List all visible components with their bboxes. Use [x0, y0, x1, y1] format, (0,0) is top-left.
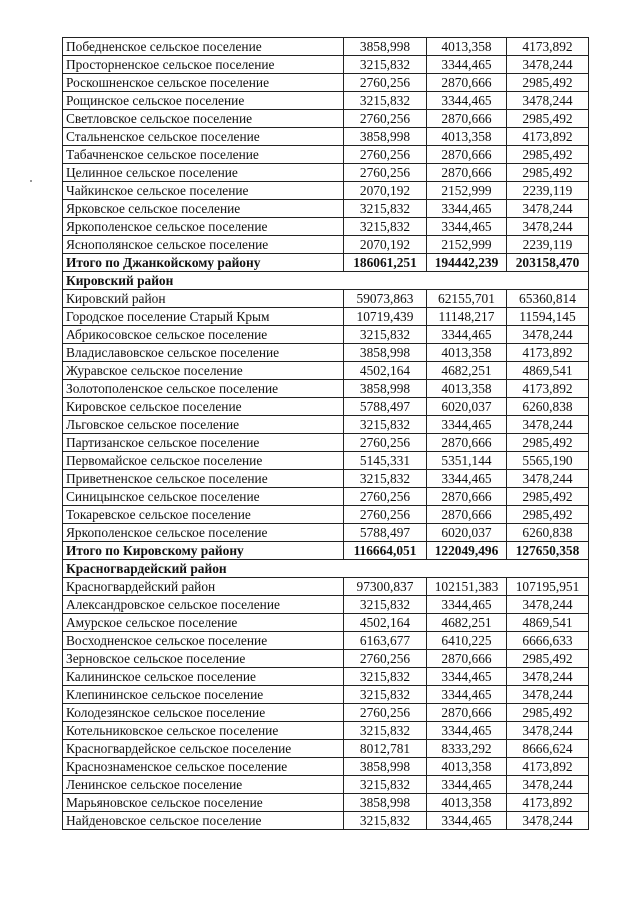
table-row — [63, 434, 589, 452]
settlement-name-cell: Колодезянское сельское поселение — [63, 704, 344, 722]
value-cell-3: 2985,492 — [507, 488, 589, 506]
value-cell-2: 2870,666 — [427, 650, 507, 668]
value-cell-2: 62155,701 — [427, 290, 507, 308]
value-cell-1: 3215,832 — [344, 200, 427, 218]
value-cell-3: 4869,541 — [507, 362, 589, 380]
table-row — [63, 290, 589, 308]
value-cell-2: 4013,358 — [427, 128, 507, 146]
value-cell-1: 5788,497 — [344, 524, 427, 542]
settlement-name-cell: Токаревское сельское поселение — [63, 506, 344, 524]
value-cell-1: 3215,832 — [344, 686, 427, 704]
value-cell-2: 5351,144 — [427, 452, 507, 470]
value-cell-1: 3858,998 — [344, 758, 427, 776]
settlement-name-cell: Восходненское сельское поселение — [63, 632, 344, 650]
value-cell-1: 97300,837 — [344, 578, 427, 596]
value-cell-3: 3478,244 — [507, 200, 589, 218]
value-cell-1: 2760,256 — [344, 704, 427, 722]
settlement-name-cell: Яркополенское сельское поселение — [63, 218, 344, 236]
settlement-name-cell: Партизанское сельское поселение — [63, 434, 344, 452]
value-cell-1: 3215,832 — [344, 416, 427, 434]
value-cell-3: 2239,119 — [507, 236, 589, 254]
section-title: Кировский район — [63, 272, 589, 290]
value-cell-2: 4013,358 — [427, 344, 507, 362]
value-cell-2: 8333,292 — [427, 740, 507, 758]
settlement-name-cell: Калининское сельское поселение — [63, 668, 344, 686]
value-cell-2: 3344,465 — [427, 722, 507, 740]
table-row — [63, 812, 589, 830]
table-row — [63, 92, 589, 110]
settlement-name-cell: Ленинское сельское поселение — [63, 776, 344, 794]
table-row — [63, 632, 589, 650]
value-cell-1: 8012,781 — [344, 740, 427, 758]
settlement-name-cell: Роскошненское сельское поселение — [63, 74, 344, 92]
table-row — [63, 650, 589, 668]
value-cell-2: 3344,465 — [427, 200, 507, 218]
value-cell-1: 2760,256 — [344, 506, 427, 524]
table-row — [63, 146, 589, 164]
settlement-name-cell: Целинное сельское поселение — [63, 164, 344, 182]
value-cell-3: 127650,358 — [507, 542, 589, 560]
value-cell-1: 3215,832 — [344, 56, 427, 74]
value-cell-2: 3344,465 — [427, 92, 507, 110]
table-row — [63, 740, 589, 758]
district-section-header — [63, 560, 589, 578]
settlement-name-cell: Александровское сельское поселение — [63, 596, 344, 614]
value-cell-3: 3478,244 — [507, 812, 589, 830]
value-cell-2: 6020,037 — [427, 398, 507, 416]
value-cell-1: 2760,256 — [344, 110, 427, 128]
value-cell-3: 3478,244 — [507, 92, 589, 110]
value-cell-1: 59073,863 — [344, 290, 427, 308]
value-cell-3: 4173,892 — [507, 380, 589, 398]
value-cell-3: 3478,244 — [507, 218, 589, 236]
value-cell-1: 10719,439 — [344, 308, 427, 326]
value-cell-2: 4013,358 — [427, 794, 507, 812]
value-cell-2: 2152,999 — [427, 236, 507, 254]
table-row — [63, 416, 589, 434]
value-cell-3: 4173,892 — [507, 794, 589, 812]
table-row — [63, 218, 589, 236]
table-row — [63, 596, 589, 614]
value-cell-2: 3344,465 — [427, 326, 507, 344]
table-row — [63, 722, 589, 740]
value-cell-3: 65360,814 — [507, 290, 589, 308]
table-row — [63, 326, 589, 344]
scan-speck — [30, 180, 32, 182]
table-row — [63, 344, 589, 362]
value-cell-2: 4013,358 — [427, 38, 507, 56]
value-cell-1: 3215,832 — [344, 596, 427, 614]
value-cell-1: 2760,256 — [344, 650, 427, 668]
value-cell-2: 122049,496 — [427, 542, 507, 560]
value-cell-1: 4502,164 — [344, 614, 427, 632]
value-cell-2: 2870,666 — [427, 110, 507, 128]
value-cell-1: 5145,331 — [344, 452, 427, 470]
district-total-row — [63, 254, 589, 272]
table-body — [63, 38, 589, 830]
value-cell-1: 3215,832 — [344, 470, 427, 488]
value-cell-3: 2985,492 — [507, 506, 589, 524]
value-cell-1: 2760,256 — [344, 146, 427, 164]
table-row — [63, 488, 589, 506]
settlement-name-cell: Краснознаменское сельское поселение — [63, 758, 344, 776]
settlement-name-cell: Табачненское сельское поселение — [63, 146, 344, 164]
table-row — [63, 182, 589, 200]
settlement-name-cell: Стальненское сельское поселение — [63, 128, 344, 146]
value-cell-3: 3478,244 — [507, 686, 589, 704]
value-cell-1: 2760,256 — [344, 74, 427, 92]
value-cell-1: 2760,256 — [344, 164, 427, 182]
settlement-name-cell: Амурское сельское поселение — [63, 614, 344, 632]
value-cell-1: 186061,251 — [344, 254, 427, 272]
value-cell-2: 2870,666 — [427, 164, 507, 182]
settlement-name-cell: Марьяновское сельское поселение — [63, 794, 344, 812]
district-total-row — [63, 542, 589, 560]
table-row — [63, 74, 589, 92]
value-cell-2: 102151,383 — [427, 578, 507, 596]
settlement-name-cell: Золотополенское сельское поселение — [63, 380, 344, 398]
value-cell-3: 2239,119 — [507, 182, 589, 200]
value-cell-3: 2985,492 — [507, 110, 589, 128]
table-row — [63, 236, 589, 254]
table-row — [63, 614, 589, 632]
value-cell-2: 2870,666 — [427, 146, 507, 164]
settlement-name-cell: Журавское сельское поселение — [63, 362, 344, 380]
value-cell-2: 4682,251 — [427, 362, 507, 380]
table-row — [63, 56, 589, 74]
settlement-name-cell: Зерновское сельское поселение — [63, 650, 344, 668]
value-cell-1: 116664,051 — [344, 542, 427, 560]
table-row — [63, 524, 589, 542]
value-cell-3: 4173,892 — [507, 758, 589, 776]
table-row — [63, 776, 589, 794]
value-cell-3: 3478,244 — [507, 326, 589, 344]
value-cell-2: 194442,239 — [427, 254, 507, 272]
value-cell-3: 6260,838 — [507, 398, 589, 416]
settlement-name-cell: Приветненское сельское поселение — [63, 470, 344, 488]
settlement-name-cell: Рощинское сельское поселение — [63, 92, 344, 110]
value-cell-1: 3215,832 — [344, 812, 427, 830]
table-row — [63, 758, 589, 776]
value-cell-1: 2070,192 — [344, 236, 427, 254]
value-cell-3: 3478,244 — [507, 596, 589, 614]
value-cell-2: 3344,465 — [427, 470, 507, 488]
value-cell-2: 3344,465 — [427, 686, 507, 704]
district-section-header — [63, 272, 589, 290]
value-cell-1: 3858,998 — [344, 38, 427, 56]
settlement-name-cell: Кировский район — [63, 290, 344, 308]
value-cell-1: 3858,998 — [344, 128, 427, 146]
value-cell-3: 203158,470 — [507, 254, 589, 272]
value-cell-2: 3344,465 — [427, 812, 507, 830]
value-cell-3: 2985,492 — [507, 650, 589, 668]
settlement-name-cell: Кировское сельское поселение — [63, 398, 344, 416]
value-cell-1: 2760,256 — [344, 488, 427, 506]
value-cell-3: 4173,892 — [507, 128, 589, 146]
value-cell-1: 3858,998 — [344, 794, 427, 812]
settlement-name-cell: Итого по Джанкойскому району — [63, 254, 344, 272]
settlement-name-cell: Льговское сельское поселение — [63, 416, 344, 434]
value-cell-2: 2870,666 — [427, 506, 507, 524]
settlement-name-cell: Яркополенское сельское поселение — [63, 524, 344, 542]
value-cell-3: 3478,244 — [507, 470, 589, 488]
value-cell-1: 3215,832 — [344, 722, 427, 740]
value-cell-3: 3478,244 — [507, 722, 589, 740]
value-cell-1: 3215,832 — [344, 92, 427, 110]
value-cell-2: 2870,666 — [427, 488, 507, 506]
budget-allocation-table — [62, 37, 589, 830]
value-cell-2: 2870,666 — [427, 74, 507, 92]
settlement-name-cell: Красногвардейский район — [63, 578, 344, 596]
value-cell-2: 6410,225 — [427, 632, 507, 650]
table-row — [63, 794, 589, 812]
settlement-name-cell: Клепининское сельское поселение — [63, 686, 344, 704]
table-row — [63, 686, 589, 704]
value-cell-3: 2985,492 — [507, 704, 589, 722]
value-cell-1: 3215,832 — [344, 326, 427, 344]
table-row — [63, 668, 589, 686]
value-cell-3: 3478,244 — [507, 56, 589, 74]
settlement-name-cell: Просторненское сельское поселение — [63, 56, 344, 74]
value-cell-3: 5565,190 — [507, 452, 589, 470]
value-cell-3: 2985,492 — [507, 74, 589, 92]
value-cell-1: 3215,832 — [344, 776, 427, 794]
value-cell-2: 4013,358 — [427, 758, 507, 776]
table-row — [63, 362, 589, 380]
value-cell-3: 2985,492 — [507, 146, 589, 164]
settlement-name-cell: Первомайское сельское поселение — [63, 452, 344, 470]
value-cell-3: 11594,145 — [507, 308, 589, 326]
value-cell-1: 5788,497 — [344, 398, 427, 416]
value-cell-1: 4502,164 — [344, 362, 427, 380]
value-cell-2: 2870,666 — [427, 434, 507, 452]
value-cell-1: 3858,998 — [344, 344, 427, 362]
value-cell-3: 3478,244 — [507, 776, 589, 794]
value-cell-2: 3344,465 — [427, 596, 507, 614]
table-row — [63, 452, 589, 470]
value-cell-3: 6260,838 — [507, 524, 589, 542]
settlement-name-cell: Итого по Кировскому району — [63, 542, 344, 560]
value-cell-2: 3344,465 — [427, 218, 507, 236]
table-row — [63, 164, 589, 182]
value-cell-1: 3215,832 — [344, 668, 427, 686]
settlement-name-cell: Абрикосовское сельское поселение — [63, 326, 344, 344]
settlement-name-cell: Городское поселение Старый Крым — [63, 308, 344, 326]
value-cell-1: 2760,256 — [344, 434, 427, 452]
table-row — [63, 470, 589, 488]
settlement-name-cell: Красногвардейское сельское поселение — [63, 740, 344, 758]
value-cell-2: 11148,217 — [427, 308, 507, 326]
table-row — [63, 128, 589, 146]
value-cell-2: 3344,465 — [427, 56, 507, 74]
settlement-name-cell: Котельниковское сельское поселение — [63, 722, 344, 740]
table-row — [63, 578, 589, 596]
value-cell-1: 6163,677 — [344, 632, 427, 650]
value-cell-2: 2870,666 — [427, 704, 507, 722]
settlement-name-cell: Владиславовское сельское поселение — [63, 344, 344, 362]
table-row — [63, 308, 589, 326]
settlement-name-cell: Победненское сельское поселение — [63, 38, 344, 56]
table-row — [63, 704, 589, 722]
value-cell-2: 4682,251 — [427, 614, 507, 632]
settlement-name-cell: Синицынское сельское поселение — [63, 488, 344, 506]
value-cell-3: 4173,892 — [507, 344, 589, 362]
settlement-name-cell: Ярковское сельское поселение — [63, 200, 344, 218]
table-row — [63, 380, 589, 398]
value-cell-1: 3215,832 — [344, 218, 427, 236]
value-cell-2: 2152,999 — [427, 182, 507, 200]
value-cell-3: 107195,951 — [507, 578, 589, 596]
value-cell-1: 2070,192 — [344, 182, 427, 200]
value-cell-2: 4013,358 — [427, 380, 507, 398]
table-row — [63, 398, 589, 416]
table-row — [63, 110, 589, 128]
value-cell-3: 4869,541 — [507, 614, 589, 632]
value-cell-2: 6020,037 — [427, 524, 507, 542]
table-row — [63, 506, 589, 524]
value-cell-3: 4173,892 — [507, 38, 589, 56]
settlement-name-cell: Светловское сельское поселение — [63, 110, 344, 128]
settlement-name-cell: Яснополянское сельское поселение — [63, 236, 344, 254]
section-title: Красногвардейский район — [63, 560, 589, 578]
value-cell-2: 3344,465 — [427, 668, 507, 686]
value-cell-3: 3478,244 — [507, 416, 589, 434]
value-cell-3: 8666,624 — [507, 740, 589, 758]
value-cell-3: 3478,244 — [507, 668, 589, 686]
settlement-name-cell: Найденовское сельское поселение — [63, 812, 344, 830]
value-cell-3: 2985,492 — [507, 434, 589, 452]
table-row — [63, 200, 589, 218]
value-cell-1: 3858,998 — [344, 380, 427, 398]
value-cell-3: 6666,633 — [507, 632, 589, 650]
value-cell-2: 3344,465 — [427, 776, 507, 794]
value-cell-2: 3344,465 — [427, 416, 507, 434]
value-cell-3: 2985,492 — [507, 164, 589, 182]
table-row — [63, 38, 589, 56]
settlement-name-cell: Чайкинское сельское поселение — [63, 182, 344, 200]
